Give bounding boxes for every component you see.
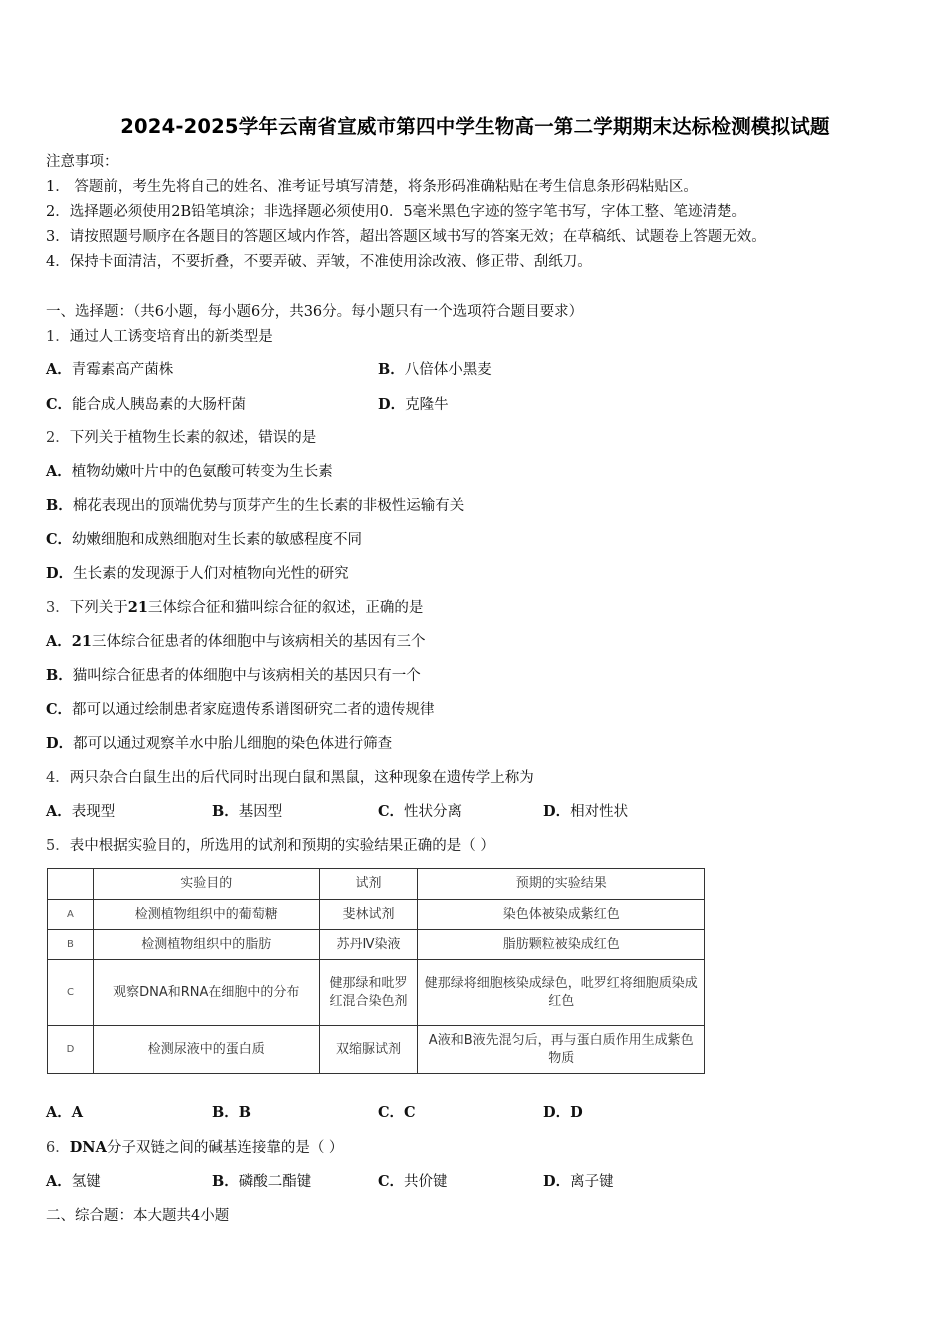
question-number: 1． <box>46 329 70 345</box>
table-row <box>48 900 705 930</box>
table-cell: 检测植物组织中的葡萄糖 <box>93 900 319 930</box>
table-header <box>48 869 94 900</box>
question-6: 6．DNA分子双链之间的碱基连接靠的是（ ） <box>46 1139 344 1156</box>
table-cell: 检测植物组织中的脂肪 <box>93 930 319 960</box>
notice-heading: 注意事项： <box>46 154 119 170</box>
q2-option-c[interactable]: C．幼嫩细胞和成熟细胞对生长素的敏感程度不同 <box>46 531 363 548</box>
question-stem: 两只杂合白鼠生出的后代同时出现白鼠和黑鼠，这种现象在遗传学上称为 <box>69 770 534 786</box>
table-header: 试剂 <box>319 869 418 900</box>
table-cell: 脂肪颗粒被染成红色 <box>418 930 705 960</box>
notice-item: 2．选择题必须使用2B铅笔填涂；非选择题必须使用0．5毫米黑色字迹的签字笔书写，字体工整、笔迹清楚。 <box>46 204 747 220</box>
q3-option-d[interactable]: D．都可以通过观察羊水中胎儿细胞的染色体进行筛查 <box>46 735 393 752</box>
table-cell: D <box>48 1026 94 1074</box>
q3-option-a[interactable]: A．21三体综合征患者的体细胞中与该病相关的基因有三个 <box>46 633 426 650</box>
experiment-table <box>47 868 705 1074</box>
question-stem: 表中根据实验目的，所选用的试剂和预期的实验结果正确的是（ ） <box>69 838 495 854</box>
section-heading: 二、综合题：本大题共4小题 <box>46 1208 230 1224</box>
q6-option-d[interactable]: D．离子键 <box>543 1173 614 1190</box>
table-header: 预期的实验结果 <box>418 869 705 900</box>
question-1 <box>46 327 273 347</box>
table-cell: 斐林试剂 <box>319 900 418 930</box>
q4-option-b[interactable]: B．基因型 <box>212 803 283 820</box>
question-3: 3．下列关于21三体综合征和猫叫综合征的叙述，正确的是 <box>46 599 424 616</box>
q2-option-d[interactable]: D．生长素的发现源于人们对植物向光性的研究 <box>46 565 349 582</box>
table-cell: 健那绿将细胞核染成绿色，吡罗红将细胞质染成红色 <box>418 960 705 1026</box>
table-cell: 双缩脲试剂 <box>319 1026 418 1074</box>
table-cell: B <box>48 930 94 960</box>
question-stem: 通过人工诱变培育出的新类型是 <box>69 329 273 345</box>
q1-option-d[interactable]: D．克隆牛 <box>378 396 449 413</box>
q1-option-a[interactable]: A．青霉素高产菌株 <box>46 361 174 378</box>
page-title: 2024-2025学年云南省宣威市第四中学生物高一第二学期期末达标检测模拟试题 <box>120 115 830 138</box>
table-row <box>48 930 705 960</box>
notice-item: 4．保持卡面清洁，不要折叠，不要弄破、弄皱，不准使用涂改液、修正带、刮纸刀。 <box>46 254 592 270</box>
question-number: 5． <box>46 838 70 854</box>
q1-option-c[interactable]: C．能合成人胰岛素的大肠杆菌 <box>46 396 247 413</box>
q6-option-a[interactable]: A．氢键 <box>46 1173 101 1190</box>
question-4 <box>46 768 534 788</box>
q5-option-b[interactable]: B．B <box>212 1104 252 1121</box>
table-cell: A液和B液先混匀后，再与蛋白质作用生成紫色物质 <box>418 1026 705 1074</box>
notice-item: 3．请按照题号顺序在各题目的答题区域内作答，超出答题区域书写的答案无效；在草稿纸、试题卷上答题无效。 <box>46 229 766 245</box>
q4-option-a[interactable]: A．表现型 <box>46 803 116 820</box>
question-number: 3． <box>46 600 70 616</box>
question-number: 6． <box>46 1140 70 1156</box>
q1-option-b[interactable]: B．八倍体小黑麦 <box>378 361 492 378</box>
table-row <box>48 1026 705 1074</box>
question-stem: 下列关于植物生长素的叙述，错误的是 <box>69 430 317 446</box>
table-cell: 观察DNA和RNA在细胞中的分布 <box>93 960 319 1026</box>
q2-option-b[interactable]: B．棉花表现出的顶端优势与顶芽产生的生长素的非极性运输有关 <box>46 497 465 514</box>
table-cell: 染色体被染成紫红色 <box>418 900 705 930</box>
q3-option-b[interactable]: B．猫叫综合征患者的体细胞中与该病相关的基因只有一个 <box>46 667 421 684</box>
q6-option-b[interactable]: B．磷酸二酯键 <box>212 1173 312 1190</box>
section-heading: 一、选择题：（共6小题，每小题6分，共36分。每小题只有一个选项符合题目要求） <box>46 304 584 320</box>
table-cell: C <box>48 960 94 1026</box>
notice-item: 1． 答题前，考生先将自己的姓名、准考证号填写清楚，将条形码准确粘贴在考生信息条形码粘贴区。 <box>46 179 698 195</box>
question-number: 2． <box>46 430 70 446</box>
q6-option-c[interactable]: C．共价键 <box>378 1173 448 1190</box>
table-header-row <box>48 869 705 900</box>
question-number: 4． <box>46 770 70 786</box>
question-2 <box>46 428 316 448</box>
table-cell: A <box>48 900 94 930</box>
q4-option-c[interactable]: C．性状分离 <box>378 803 463 820</box>
table-row <box>48 960 705 1026</box>
table-cell: 健那绿和吡罗红混合染色剂 <box>319 960 418 1026</box>
q2-option-a[interactable]: A．植物幼嫩叶片中的色氨酸可转变为生长素 <box>46 463 333 480</box>
q5-option-a[interactable]: A．A <box>46 1104 84 1121</box>
q5-option-d[interactable]: D．D <box>543 1104 583 1121</box>
table-header: 实验目的 <box>93 869 319 900</box>
q3-option-c[interactable]: C．都可以通过绘制患者家庭遗传系谱图研究二者的遗传规律 <box>46 701 435 718</box>
table-cell: 检测尿液中的蛋白质 <box>93 1026 319 1074</box>
table-cell: 苏丹Ⅳ染液 <box>319 930 418 960</box>
q4-option-d[interactable]: D．相对性状 <box>543 803 629 820</box>
q5-option-c[interactable]: C．C <box>378 1104 416 1121</box>
question-5 <box>46 836 495 856</box>
